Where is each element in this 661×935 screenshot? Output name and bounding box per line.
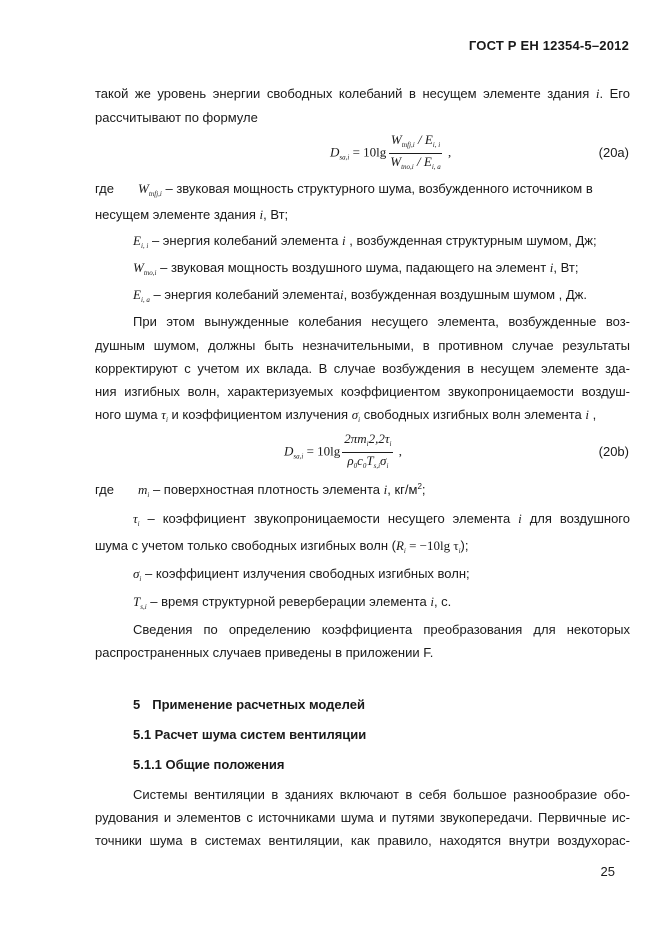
where-1-line-w-cont: несущем элементе здания i, Вт; [95,207,289,222]
para-3-line-1: Сведения по определению коэффициента преобразования для некоторых [133,622,630,637]
equation-20a: $D_{sa,i} = 10\lg$ $\frac{W_{tnfj,i} / E_{i, i}}{W_{tno,i} / E_{i, a}}$ , [330,133,451,174]
para-2-line-4: ния изгибных волн, характеризуемых коэффициентом звукопроницаемости воздуш- [95,384,630,399]
document-header: ГОСТ Р ЕН 12354-5–2012 [468,38,629,53]
para-2-line-5: ного шума $\tau_i$ и коэффициентом излучения $\sigma_i$ свободных изгибных волн элемента i , [95,407,597,424]
where-1-line-e2: $E_{i, a}$ – энергия колебаний элементаi, возбужденная воздушным шумом , Дж. [133,287,587,304]
where-2-line-tau-cont: шума с учетом только свободных изгибных волн ($R_i = -10\lg$ $\tau_i$); [95,538,469,555]
para-4-line-2: рудования и элементов с источниками шума и путями звукопередачи. Первичные ис- [95,810,630,825]
equation-20b-number: (20b) [598,444,629,459]
para-4-line-1: Системы вентиляции в зданиях включают в себя большое разнообразие обо- [133,787,630,802]
equation-20b-fraction: $\frac{2\pi m_i2,2\tau_i}{\rho_0c_0T_{s,i}\sigma_i}$ [344,431,392,470]
section-5-heading: 5 Применение расчетных моделей [133,697,365,712]
para-2-line-3: корректируют с учетом их вклада. В случае возбуждения в несущем элементе зда- [95,361,630,376]
where-2-line-tau: $\tau_i$ – коэффициент звукопроницаемости несущего элемента i для воздушного [133,511,630,528]
equation-20a-fraction: $\frac{W_{tnfj,i} / E_{i, i}}{W_{tno,i} / E_{i, a}}$ [390,132,441,171]
where-2-line-T: $T_{s,i}$ – время структурной реверберации элемента i, с. [133,594,452,611]
where-2-line-m: где $m_i$ – поверхностная плотность элемента i, $кг/м^2$; [95,482,426,499]
intro-line-1: такой же уровень энергии свободных колебаний в несущем элементе здания i. Его [95,86,630,101]
equation-20a-number: (20a) [598,145,629,160]
section-5-1-1-heading: 5.1.1 Общие положения [133,757,285,772]
where-2-line-sigma: $\sigma_i$ – коэффициент излучения свободных изгибных волн; [133,566,470,583]
para-3-line-2: распространенных случаев приведены в приложении F. [95,645,434,660]
para-2-line-1: При этом вынужденные колебания несущего элемента, возбужденные воз- [133,314,630,329]
section-5-1-heading: 5.1 Расчет шума систем вентиляции [133,727,367,742]
equation-20b: $D_{sa,i} = 10\lg$ $\frac{2\pi m_i2,2\tau_i}{\rho_0c_0T_{s,i}\sigma_i}$ , [284,432,402,473]
intro-line-2: рассчитывают по формуле [95,110,258,125]
para-4-line-3: точники шума в системах вентиляции, как правило, находятся внутри воздухорас- [95,833,630,848]
where-1-line-e1: $E_{i, i}$ – энергия колебаний элемента i , возбужденная структурным шумом, Дж; [133,233,597,250]
para-2-line-2: душным шумом, должны быть незначительными, в противном случае результаты [95,338,630,353]
where-1-line-w2: $W_{tno,i}$ – звуковая мощность воздушного шума, падающего на элемент i, Вт; [133,260,579,277]
page-number: 25 [600,864,615,879]
where-1-line-w: где $W_{tnfj,i}$ – звуковая мощность структурного шума, возбужденного источником в [95,181,593,198]
